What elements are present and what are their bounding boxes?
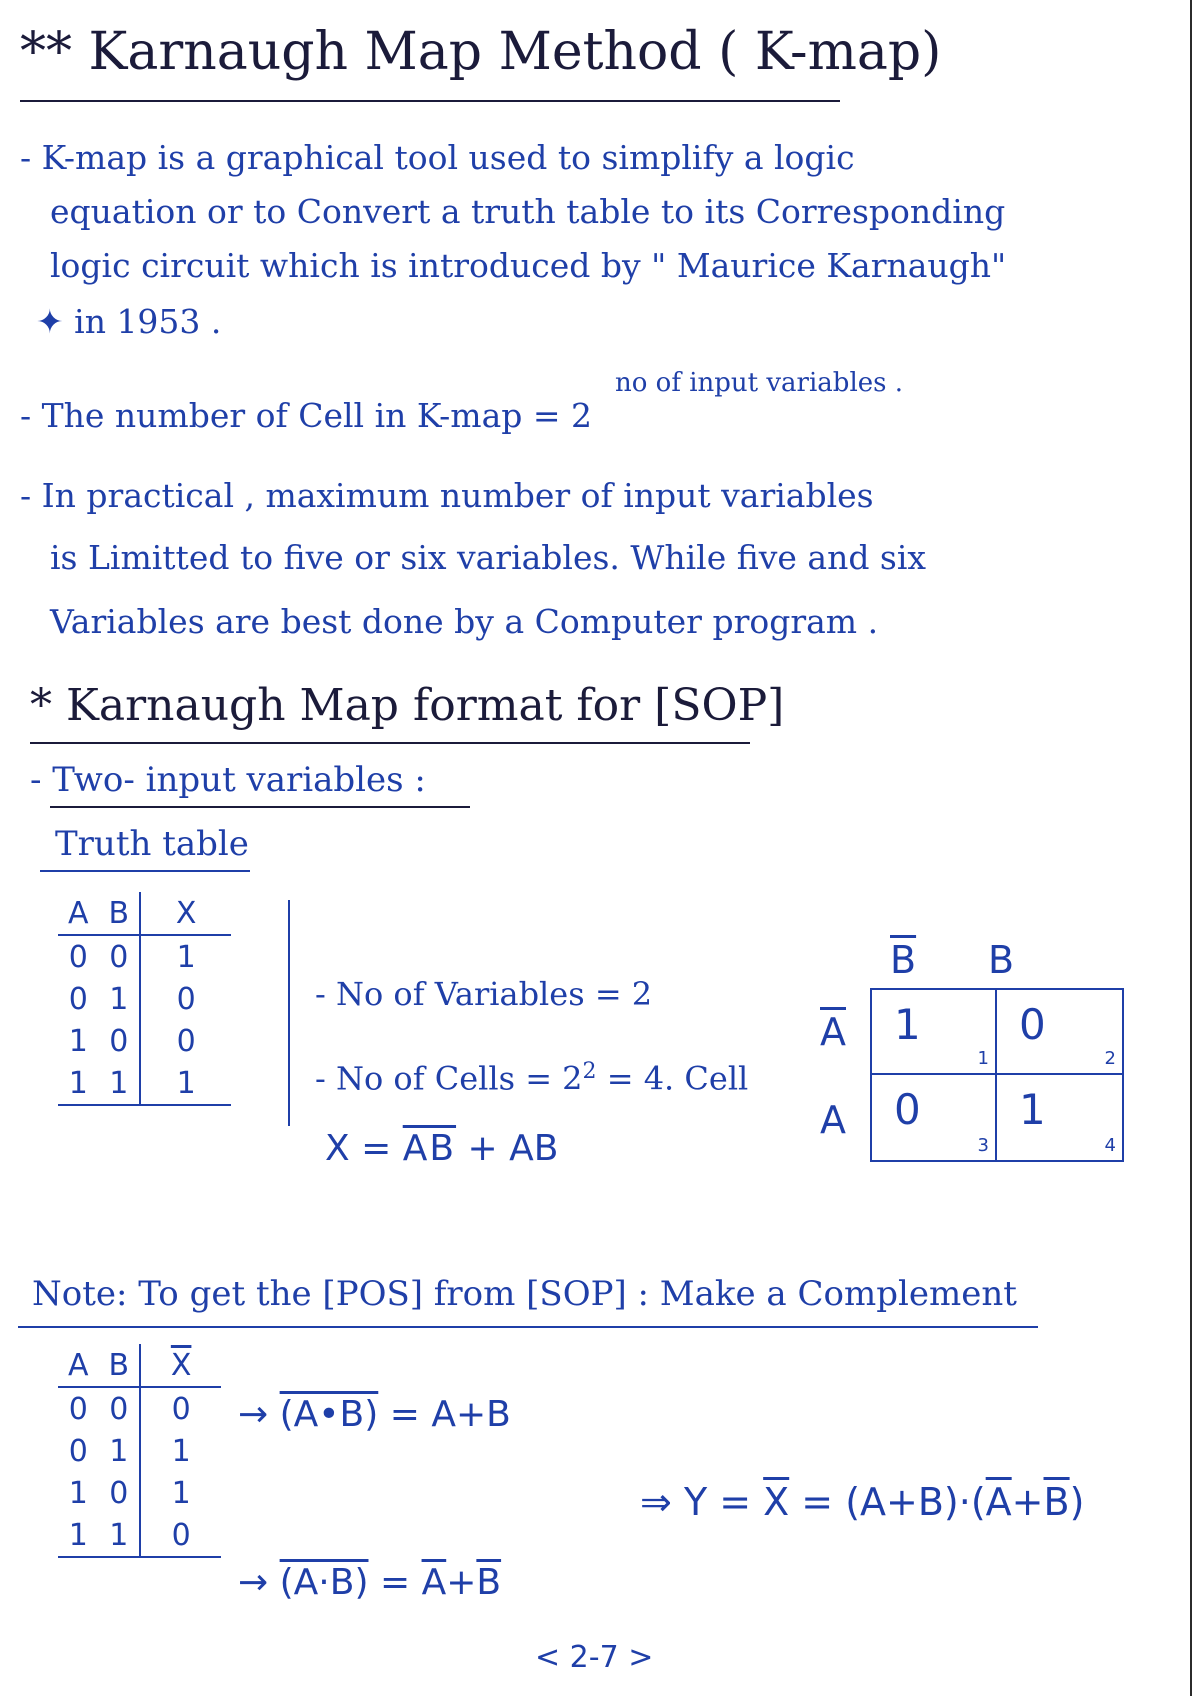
table-row [58,1020,231,1062]
truth-table-header-row [58,892,231,935]
cell-a: 0 [68,981,88,1017]
truth-table-header-row [58,1344,221,1387]
pos-final-equation [640,1480,1084,1524]
cell-x: 1 [140,1430,221,1472]
cell-b: 1 [109,1433,129,1469]
kmap-col-b: B [988,938,1015,982]
double-arrow-icon: ⇒ [640,1480,672,1524]
table-row [58,978,231,1020]
pos-row4-a-bar: $\overline{A}$ [421,1562,447,1603]
no-of-cells-result: = 4. Cell [606,1059,749,1098]
section-heading-underline [30,742,750,744]
table-row [58,1514,221,1557]
cell-a: 0 [68,1433,88,1469]
two-input-heading: - Two- input variables : [30,760,426,800]
kmap-cell-index: 2 [1104,1048,1116,1069]
no-of-cells-exponent: 2 [582,1059,597,1084]
table-row [58,1387,221,1430]
kmap-row-a: A [820,1098,846,1142]
header-b: B [99,1344,141,1387]
final-mid: = (A+B)·( [789,1480,986,1524]
eq-ab: + AB [467,1128,559,1169]
note-underline [18,1326,1038,1328]
cell-x: 0 [140,1514,221,1557]
intro-line-2: equation or to Convert a truth table to its Corresponding [50,192,1006,231]
no-of-variables: - No of Variables = 2 [315,975,653,1013]
cell-x: 0 [140,1020,231,1062]
final-a-bar: $\overline{A}$ [985,1480,1012,1524]
pos-row1-derivation [238,1394,511,1435]
header-b: B [99,892,141,935]
cell-a: 0 [68,939,88,975]
cell-x: 1 [140,935,231,978]
note-pos-from-sop: Note: To get the [POS] from [SOP] : Make a Complement [32,1274,1017,1314]
table-row [58,1472,221,1514]
table-right-rule [288,900,290,1126]
header-x: X [140,892,231,935]
table-bottom-rule [58,1557,221,1566]
page-number: < 2-7 > [535,1640,654,1675]
kmap-cell-value: 1 [894,1000,921,1049]
cells-exponent: no of input variables . [615,368,904,398]
two-input-underline [50,806,470,808]
table-bottom-rule [58,1105,231,1114]
cell-b: 0 [109,939,129,975]
practical-line-2: is Limitted to five or six variables. While five and six [50,538,927,577]
kmap-cell-index: 3 [977,1135,989,1156]
practical-line-1: - In practical , maximum number of input variables [20,476,874,515]
cell-x: 0 [140,1387,221,1430]
cell-a: 1 [68,1517,88,1553]
arrow-right-icon: → [238,1562,269,1603]
kmap-cell-index: 1 [977,1048,989,1069]
kmap-row-a-bar: $\overline{A}$ [820,1010,846,1054]
kmap-cell-value: 0 [894,1085,921,1134]
practical-line-3: Variables are best done by a Computer program . [50,602,879,641]
header-a: A [58,1344,99,1387]
pos-row4-b-bar: $\overline{B}$ [476,1562,502,1603]
cell-b: 1 [109,1517,129,1553]
page-title: ** Karnaugh Map Method ( K-map) [20,22,942,82]
final-plus: + [1011,1480,1044,1524]
header-a: A [58,892,99,935]
truth-table-sop [58,892,231,1114]
table-row [58,1062,231,1105]
arrow-right-icon: → [238,1394,269,1435]
cell-a: 1 [68,1023,88,1059]
cells-formula-text: - The number of Cell in K-map = 2 [20,396,593,435]
cell-b: 1 [109,1065,129,1101]
section-heading-kmap-format: * Karnaugh Map format for [SOP] [30,680,785,731]
cell-x: 0 [140,978,231,1020]
bullet-icon: ✦ [36,302,75,341]
kmap-grid [870,988,1124,1162]
kmap-cell-index: 4 [1104,1135,1116,1156]
kmap-cell-3 [872,1075,997,1160]
no-of-cells [315,1046,748,1105]
sop-equation [325,1128,558,1169]
pos-row1-result: = A+B [389,1394,511,1435]
kmap-cell-2 [997,990,1122,1075]
final-close: ) [1069,1480,1085,1524]
cell-b: 0 [109,1391,129,1427]
cell-b: 1 [109,981,129,1017]
cell-a: 0 [68,1391,88,1427]
eq-ab-complement: $\overline{AB}$ [402,1128,457,1169]
pos-row4-equals: = [379,1562,411,1603]
page-edge [1190,0,1192,1696]
intro-line-4 [36,296,221,348]
kmap-cell-value: 0 [1019,1000,1046,1049]
pos-row4-derivation [238,1562,501,1603]
truth-table-pos [58,1344,221,1566]
truth-table-label-underline [40,870,250,872]
cell-x: 1 [140,1062,231,1105]
intro-year-text: in 1953 . [74,302,222,341]
final-b-bar: $\overline{B}$ [1043,1480,1070,1524]
cell-a: 1 [68,1065,88,1101]
header-x-complement: $\overline{X}$ [140,1344,221,1387]
title-underline [20,100,840,102]
truth-table-label: Truth table [55,824,249,864]
final-x-bar: $\overline{X}$ [763,1480,790,1524]
eq-x: X = [325,1128,403,1169]
no-of-cells-text: - No of Cells = 2 [315,1059,583,1098]
cell-a: 1 [68,1475,88,1511]
intro-line-1: - K-map is a graphical tool used to simplify a logic [20,138,855,177]
cell-b: 0 [109,1023,129,1059]
cell-x: 1 [140,1472,221,1514]
kmap-cell-4 [997,1075,1122,1160]
cells-formula [20,390,592,442]
cell-b: 0 [109,1475,129,1511]
table-row [58,1430,221,1472]
pos-row4-expr: (A·B) [279,1562,369,1603]
kmap-cell-1 [872,990,997,1075]
kmap-cell-value: 1 [1019,1085,1046,1134]
kmap-col-b-bar: $\overline{B}$ [890,938,917,982]
table-row [58,935,231,978]
intro-line-3: logic circuit which is introduced by " Maurice Karnaugh" [50,246,1007,285]
pos-row1-expr: (A•B) [279,1394,379,1435]
pos-row4-plus: + [446,1562,477,1603]
final-y: Y = [683,1480,764,1524]
